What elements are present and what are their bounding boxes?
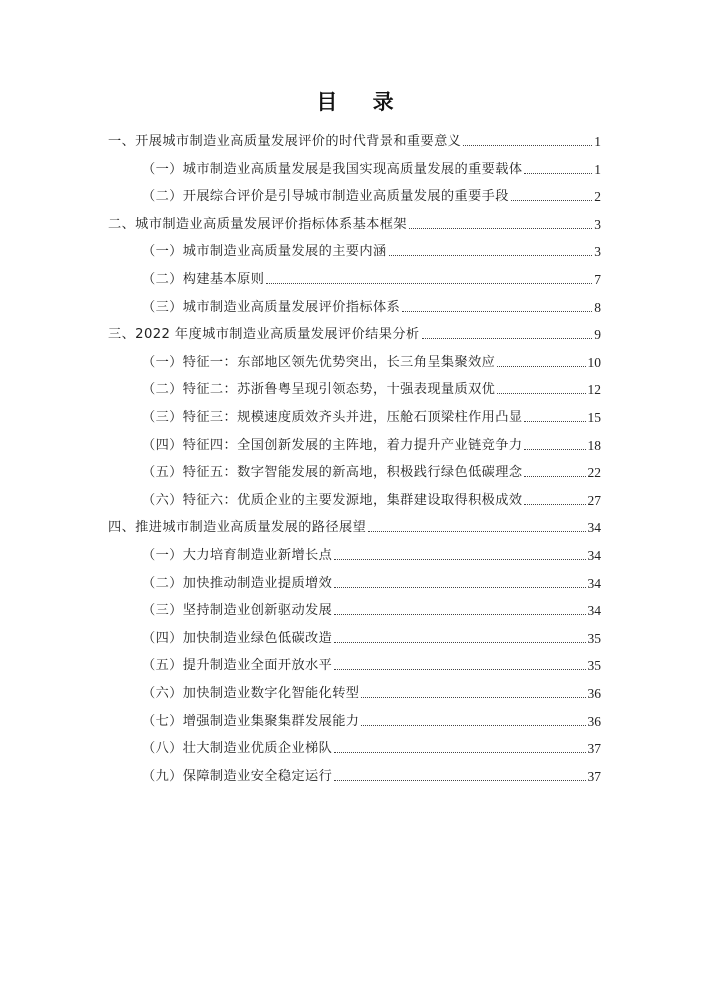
toc-section-entry[interactable]	[142, 347, 601, 371]
toc-page-number: 34	[587, 520, 601, 536]
toc-page-number: 15	[587, 410, 601, 425]
toc-page-number: 3	[594, 244, 601, 260]
toc-dot-leader	[524, 421, 585, 422]
toc-entry-title: （二）特征二：苏浙鲁粤呈现引领态势，十强表现量质双优	[142, 382, 496, 398]
toc-entry-title: （二）加快推动制造业提质增效	[142, 575, 333, 591]
toc-page-number: 12	[587, 382, 601, 398]
toc-dot-leader	[497, 366, 585, 367]
toc-section-entry[interactable]	[142, 761, 601, 785]
toc-entry-title: （五）特征五：数字智能发展的新高地，积极践行绿色低碳理念	[142, 465, 523, 481]
page-title: 目 录	[316, 90, 408, 114]
toc-dot-leader	[361, 725, 585, 726]
toc-page-number: 1	[594, 134, 601, 149]
toc-entry-title: （三）坚持制造业创新驱动发展	[142, 603, 333, 619]
toc-entry-title: （五）提升制造业全面开放水平	[142, 658, 333, 674]
toc-dot-leader	[334, 780, 585, 781]
toc-entry-title: 三、2022 年度城市制造业高质量发展评价结果分析	[108, 327, 420, 343]
toc-dot-leader	[524, 173, 592, 174]
toc-page-number: 10	[587, 354, 601, 370]
toc-page-number: 8	[594, 299, 601, 315]
toc-section-entry[interactable]	[142, 292, 601, 316]
toc-dot-leader	[524, 504, 585, 505]
toc-dot-leader	[334, 559, 585, 560]
toc-section-entry[interactable]	[142, 650, 601, 674]
toc-entry-title: （一）大力培育制造业新增长点	[142, 548, 333, 563]
toc-page-number: 7	[594, 272, 601, 287]
toc-dot-leader	[524, 476, 585, 477]
toc-dot-leader	[266, 283, 592, 284]
toc-entry-title: （一）城市制造业高质量发展的主要内涵	[142, 244, 387, 260]
toc-page-number: 34	[587, 548, 601, 563]
toc-dot-leader	[422, 338, 593, 339]
toc-section-entry[interactable]	[142, 154, 601, 178]
toc-page-number: 3	[594, 216, 601, 232]
toc-page-number: 27	[587, 492, 601, 508]
toc-section-entry[interactable]	[142, 623, 601, 647]
toc-dot-leader	[334, 587, 585, 588]
toc-dot-leader	[389, 255, 593, 256]
toc-entry-title: （三）城市制造业高质量发展评价指标体系	[142, 299, 401, 315]
toc-entry-title: 二、城市制造业高质量发展评价指标体系基本框架	[108, 216, 407, 232]
toc-entry-title: （八）壮大制造业优质企业梯队	[142, 741, 333, 757]
toc-chapter-entry[interactable]	[108, 209, 601, 233]
toc-dot-leader	[524, 449, 585, 450]
toc-page-number: 9	[594, 327, 601, 343]
toc-dot-leader	[334, 614, 585, 615]
toc-page-number: 22	[587, 465, 601, 481]
toc-entry-title: （二）开展综合评价是引导城市制造业高质量发展的重要手段	[142, 189, 509, 205]
toc-section-entry[interactable]	[142, 568, 601, 592]
toc-section-entry[interactable]	[142, 706, 601, 730]
toc-page-number: 2	[594, 189, 601, 205]
toc-page-number: 36	[587, 686, 601, 701]
toc-dot-leader	[334, 642, 585, 643]
toc-dot-leader	[463, 145, 592, 146]
toc-section-entry[interactable]	[142, 236, 601, 260]
toc-page-number: 35	[587, 658, 601, 674]
toc-page-number: 35	[587, 630, 601, 646]
toc-entry-title: （七）增强制造业集聚集群发展能力	[142, 713, 360, 729]
toc-dot-leader	[334, 669, 585, 670]
toc-page-number: 34	[587, 603, 601, 619]
toc-entry-title: （三）特征三：规模速度质效齐头并进，压舱石顶梁柱作用凸显	[142, 410, 523, 425]
toc-entry-title: （一）城市制造业高质量发展是我国实现高质量发展的重要载体	[142, 161, 523, 177]
toc-dot-leader	[511, 200, 592, 201]
toc-chapter-entry[interactable]	[108, 512, 601, 536]
toc-section-entry[interactable]	[142, 402, 601, 426]
toc-section-entry[interactable]	[142, 457, 601, 481]
toc-page-number: 37	[587, 768, 601, 784]
toc-entry-title: （四）加快制造业绿色低碳改造	[142, 630, 333, 646]
toc-dot-leader	[497, 393, 585, 394]
toc-page-number: 36	[587, 713, 601, 729]
toc-entry-title: （四）特征四：全国创新发展的主阵地，着力提升产业链竞争力	[142, 437, 523, 453]
toc-section-entry[interactable]	[142, 374, 601, 398]
toc-page-number: 1	[594, 161, 601, 177]
toc-page-number: 34	[587, 575, 601, 591]
toc-chapter-entry[interactable]	[108, 319, 601, 343]
toc-section-entry[interactable]	[142, 540, 601, 564]
toc-dot-leader	[402, 311, 592, 312]
toc-entry-title: （九）保障制造业安全稳定运行	[142, 768, 333, 784]
toc-entry-title: 一、开展城市制造业高质量发展评价的时代背景和重要意义	[108, 134, 462, 149]
toc-entry-title: （六）加快制造业数字化智能化转型	[142, 686, 360, 701]
toc-entry-title: （二）构建基本原则	[142, 272, 265, 287]
toc-section-entry[interactable]	[142, 430, 601, 454]
toc-dot-leader	[334, 752, 585, 753]
toc-section-entry[interactable]	[142, 485, 601, 509]
toc-section-entry[interactable]	[142, 264, 601, 288]
toc-dot-leader	[409, 228, 592, 229]
toc-page-number: 37	[587, 741, 601, 757]
toc-dot-leader	[361, 697, 585, 698]
toc-section-entry[interactable]	[142, 181, 601, 205]
toc-entry-title: （一）特征一：东部地区领先优势突出，长三角呈集聚效应	[142, 354, 496, 370]
toc-entry-title: 四、推进城市制造业高质量发展的路径展望	[108, 520, 367, 536]
toc-section-entry[interactable]	[142, 678, 601, 702]
toc-dot-leader	[368, 531, 585, 532]
toc-page-number: 18	[587, 437, 601, 453]
toc-section-entry[interactable]	[142, 595, 601, 619]
toc-entry-title: （六）特征六：优质企业的主要发源地，集群建设取得积极成效	[142, 492, 523, 508]
toc-chapter-entry[interactable]	[108, 126, 601, 150]
toc-section-entry[interactable]	[142, 733, 601, 757]
